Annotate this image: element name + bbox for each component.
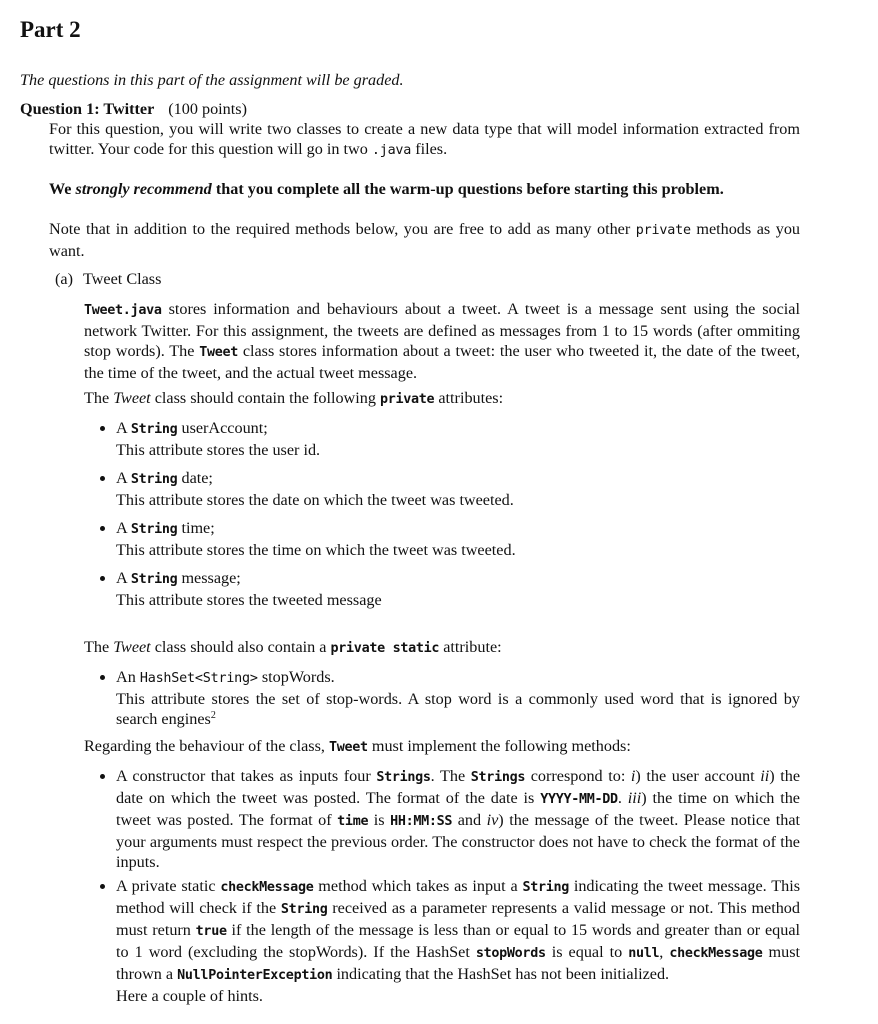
footnote-marker[interactable]: 2 [210,710,216,721]
graded-note: The questions in this part of the assignment will be graded. [20,71,404,89]
desc-text-2: class stores information about a tweet: the user who tweeted it, the date of the tweet, the time of the tweet, and the actual tweet message. [84,342,800,382]
attribute-desc: This attribute stores the tweeted message [116,591,382,609]
java-ext-code: .java [371,143,412,158]
code: String [522,880,570,895]
text: is [368,811,391,829]
attr-prefix: A [116,419,131,437]
private-methods-note [49,219,800,261]
code: Strings [470,770,526,785]
text: ) the user account [635,767,761,785]
attr-prefix: A [116,519,131,537]
attr-type: String [130,572,178,587]
stopwords-desc: This attribute stores the set of stop-words. A stop word is a commonly used word that is ignored by search engines [116,690,800,728]
text: ) the message of the tweet. Please notice that your arguments must respect the previous order. The constructor does not have to check the format of the inputs. [116,811,801,871]
code: stopWords [475,946,546,961]
text: indicating that the HashSet has not been initialized. [332,965,670,983]
roman-numeral: i [630,767,636,785]
static-attribute-intro [84,637,800,659]
intro-text: For this question, you will write two classes to create a new data type that will model information extracted from twitter. Your code for this question will go in two [49,120,800,158]
code: NullPointerException [177,968,333,983]
attr-name: stopWords. [257,668,335,686]
tweet-code: Tweet [199,345,239,360]
tweet-class-description [84,299,800,383]
text: A constructor that takes as inputs four [116,767,377,785]
question-heading [20,99,247,119]
question-title: Question 1: Twitter [20,100,155,118]
constructor-desc [116,766,800,872]
attr-intro-post: attributes: [434,389,504,407]
text: method which takes as input a [313,877,523,895]
attribute-decl [116,418,800,440]
static-intro-pre: The [84,638,114,656]
attr-prefix: A [116,469,131,487]
note-pre: Note that in addition to the required methods below, you are free to add as many other [49,220,636,238]
code: null [628,946,660,961]
behaviour-intro [84,736,800,758]
code: String [280,902,328,917]
desc-text-1: stores information and behaviours about a tweet. A tweet is a message sent using the social network Twitter. For this assignment, the tweets are defined as messages from 1 to 15 words (after ommiting stop words). The [84,300,800,360]
attr-intro-mid: class should contain the following [150,389,380,407]
note-post: methods as you want. [49,220,801,260]
tweet-italic: Tweet [113,638,151,656]
attr-prefix: A [116,569,131,587]
private-code: private [635,223,691,238]
code: time [337,814,369,829]
text: . [617,789,628,807]
attr-name: date; [177,469,213,487]
behav-intro-pre: Regarding the behaviour of the class, [84,737,329,755]
attribute-decl [116,518,800,540]
text: indicating the tweet message. This method will check if the [116,877,800,917]
code: checkMessage [220,880,314,895]
attribute-decl [116,667,800,689]
attribute-desc: This attribute stores the date on which the tweet was tweeted. [116,491,514,509]
text: is equal to [545,943,629,961]
text: ) the time on which the tweet was posted. The format of [116,789,800,829]
text: correspond to: [525,767,631,785]
text: must thrown a [116,943,800,983]
attribute-decl [116,568,800,590]
attr-name: time; [177,519,215,537]
part-a-heading [55,269,161,289]
text: if the length of the message is less than or equal to 15 words and greater than or equal to 1 word (excluding the stopWords). If the HashSet [116,921,801,961]
text: , [659,943,670,961]
attr-prefix: An [116,668,140,686]
text: A private static [116,877,221,895]
roman-numeral: iii [627,789,642,807]
question-points: (100 points) [168,100,247,118]
attr-type: HashSet<String> [139,671,258,686]
attr-type: String [130,472,178,487]
recommend-post: that you complete all the warm-up questions before starting this problem. [211,180,724,198]
intro-text-end: files. [411,140,448,158]
attr-type: String [130,522,178,537]
attr-intro-pre: The [84,389,114,407]
code: YYYY-MM-DD [540,792,618,807]
private-static-code: private static [330,641,440,656]
attr-type: String [130,422,178,437]
part-title: Part 2 [20,17,81,42]
part-a-label: (a) [55,270,73,288]
text: received as a parameter represents a valid message or not. This method must return [116,899,800,939]
question-intro [49,119,800,161]
check-message-desc [116,876,800,1006]
attribute-desc: This attribute stores the user id. [116,441,321,459]
recommendation [49,179,800,199]
attr-name: userAccount; [177,419,268,437]
roman-numeral: iv [486,811,499,829]
text: and [452,811,487,829]
tweet-italic: Tweet [113,389,151,407]
hint-line: Here a couple of hints. [116,987,263,1005]
private-code: private [379,392,435,407]
code: HH:MM:SS [390,814,453,829]
attribute-desc: This attribute stores the time on which the tweet was tweeted. [116,541,516,559]
part-a-title: Tweet Class [82,270,162,288]
text: ) the date on which the tweet was posted. The format of the date is [116,767,801,807]
static-intro-post: attribute: [439,638,502,656]
recommend-pre: We [49,180,76,198]
tweet-java-code: Tweet.java [84,303,162,318]
tweet-code: Tweet [329,740,368,755]
attribute-decl [116,468,800,490]
recommend-emphasis: strongly recommend [75,180,212,198]
attributes-intro [84,388,800,410]
text: . The [430,767,471,785]
code: Strings [376,770,431,785]
code: true [195,924,227,939]
attr-name: message; [177,569,241,587]
roman-numeral: ii [760,767,770,785]
static-intro-mid: class should also contain a [150,638,331,656]
behav-intro-post: must implement the following methods: [367,737,631,755]
code: checkMessage [669,946,763,961]
attribute-desc [116,689,800,729]
